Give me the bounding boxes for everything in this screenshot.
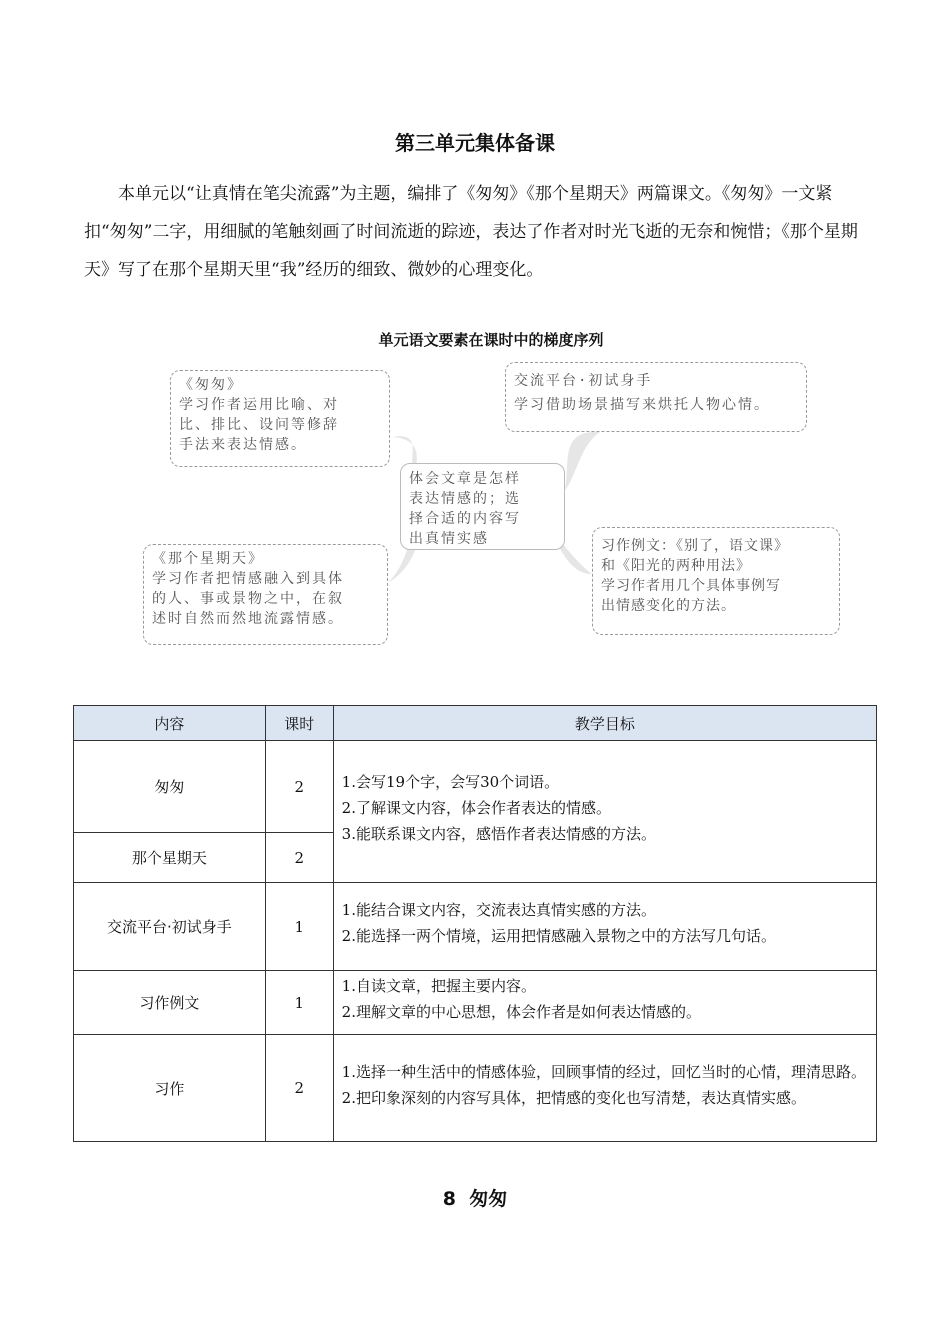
row-hours: 1 [265, 883, 333, 971]
row-name: 习作例文 [74, 971, 266, 1035]
mindmap-title: 单元语文要素在课时中的梯度序列 [378, 331, 604, 349]
intro-text: 本单元以“让真情在笔尖流露”为主题，编排了《匆匆》《那个星期天》两篇课文。《匆匆》一文紧扣“匆匆”二字，用细腻的笔触刻画了时间流逝的踪迹，表达了作者对时光飞逝的无奈和惋惜；《那个星期天》写了在那个星期天里“我”经历的细致、微妙的心理变化。 [84, 184, 858, 280]
node-center [400, 463, 565, 550]
goal-item: 1.会写19个字，会写30个词语。 [341, 773, 560, 791]
row-name: 匆匆 [74, 741, 266, 833]
node-that-sunday [143, 544, 388, 645]
table-row [74, 971, 877, 1035]
node-center-line-1: 体会文章是怎样 [409, 471, 521, 487]
header-goals: 教学目标 [333, 706, 876, 741]
node-sample-essays [592, 527, 840, 635]
node-sunday-line-3: 的人、事或景物之中，在叙 [152, 591, 344, 607]
goal-item: 2.了解课文内容，体会作者表达的情感。 [341, 799, 611, 817]
row-goals [333, 1035, 876, 1142]
row-name: 习作 [74, 1035, 266, 1142]
node-sample-line-4: 出情感变化的方法。 [601, 598, 736, 614]
node-cong-cong-line-1: 《匆匆》 [179, 377, 243, 393]
row-hours: 2 [265, 1035, 333, 1142]
goal-item: 1.能结合课文内容，交流表达真情实感的方法。 [341, 901, 656, 919]
row-goals [333, 971, 876, 1035]
page-title: 第三单元集体备课 [395, 131, 555, 155]
node-center-line-3: 择合适的内容写 [409, 511, 521, 527]
table-header-row [74, 706, 877, 741]
goal-item: 2.理解文章的中心思想，体会作者是如何表达情感的。 [341, 1003, 701, 1021]
teaching-goals-table [73, 705, 877, 1142]
node-center-line-4: 出真情实感 [409, 531, 489, 547]
header-hours: 课时 [265, 706, 333, 741]
row-name: 那个星期天 [74, 833, 266, 883]
goal-item: 3.能联系课文内容，感悟作者表达情感的方法。 [341, 825, 656, 843]
node-exchange-line-1: 交流平台·初试身手 [514, 373, 653, 389]
node-sample-line-2: 和《阳光的两种用法》 [601, 558, 751, 574]
node-cong-cong-line-2: 学习作者运用比喻、对 [179, 397, 339, 413]
row-name: 交流平台·初试身手 [74, 883, 266, 971]
goal-item: 1.自读文章，把握主要内容。 [341, 977, 536, 995]
row-hours: 2 [265, 741, 333, 833]
node-exchange-platform [505, 362, 807, 432]
node-sunday-line-2: 学习作者把情感融入到具体 [152, 571, 344, 587]
row-goals [333, 741, 876, 883]
node-sample-line-3: 学习作者用几个具体事例写 [601, 578, 781, 594]
table-row [74, 741, 877, 833]
node-exchange-line-2: 学习借助场景描写来烘托人物心情。 [514, 397, 770, 413]
row-goals [333, 883, 876, 971]
goal-item: 2.能选择一两个情境，运用把情感融入景物之中的方法写几句话。 [341, 927, 776, 945]
table-row [74, 1035, 877, 1142]
connector-top-right [565, 432, 600, 490]
header-content: 内容 [74, 706, 266, 741]
node-center-line-2: 表达情感的；选 [409, 491, 521, 507]
row-hours: 2 [265, 833, 333, 883]
node-cong-cong-line-4: 手法来表达情感。 [179, 437, 307, 453]
goal-item: 2.把印象深刻的内容写具体，把情感的变化也写清楚，表达真情实感。 [341, 1088, 806, 1107]
node-cong-cong [170, 370, 390, 467]
node-sample-line-1: 习作例文：《别了，语文课》 [601, 538, 789, 554]
node-sunday-line-1: 《那个星期天》 [152, 551, 264, 567]
table-row [74, 883, 877, 971]
lesson-title: 8 匆匆 [442, 1188, 508, 1210]
node-cong-cong-line-3: 比、排比、设问等修辞 [179, 417, 339, 433]
row-hours: 1 [265, 971, 333, 1035]
goal-item: 1.选择一种生活中的情感体验，回顾事情的经过，回忆当时的心情，理清思路。 [341, 1062, 866, 1081]
node-sunday-line-4: 述时自然而然地流露情感。 [152, 611, 344, 627]
